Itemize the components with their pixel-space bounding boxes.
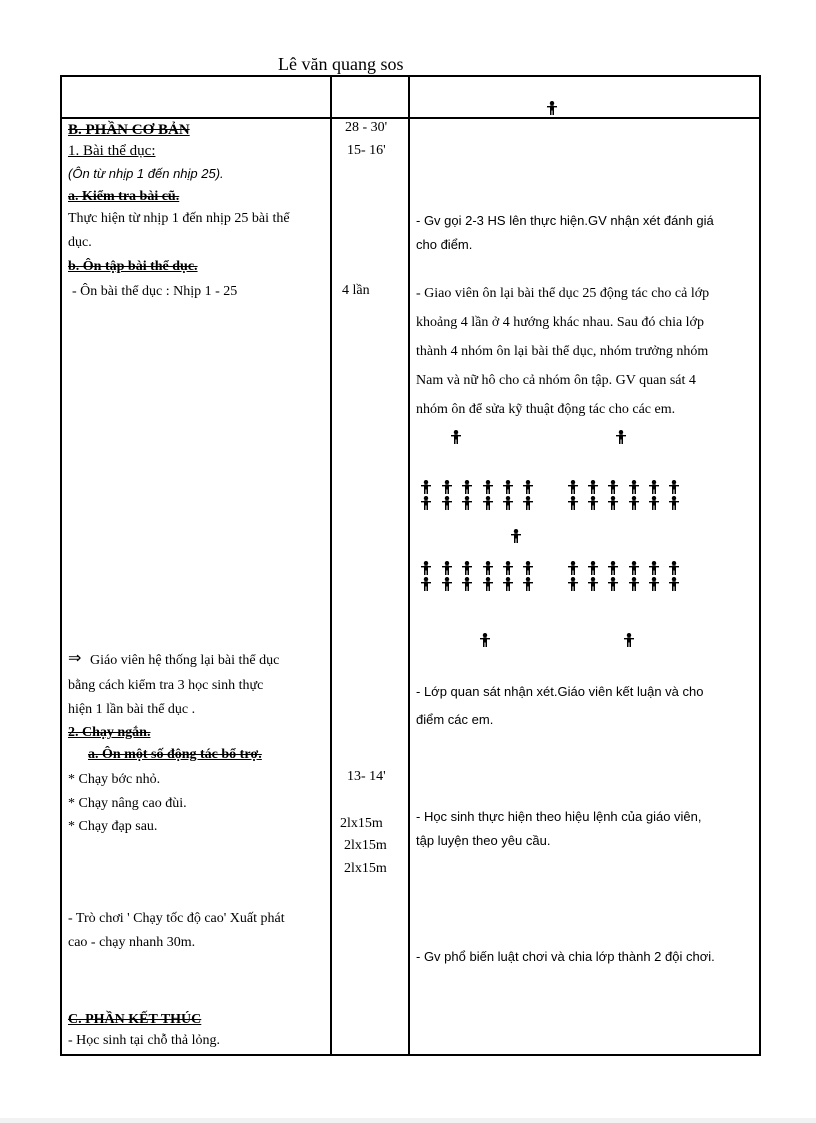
game-rules-text: - Gv phổ biến luật chơi và chia lớp thành 2 đội chơi. xyxy=(416,949,715,964)
item-b-heading: b. Ôn tập bài thể dục. xyxy=(68,259,198,274)
person-icon xyxy=(607,577,619,591)
person-icon xyxy=(420,577,432,591)
time-1: 28 - 30' xyxy=(345,120,388,135)
person-icon xyxy=(546,101,558,115)
review-text-1: Giáo viên hệ thống lại bài thể dục xyxy=(90,653,280,668)
person-icon xyxy=(648,496,660,510)
gv-text-2: cho điểm. xyxy=(416,237,473,252)
item-b-text: - Ôn bài thể dục : Nhịp 1 - 25 xyxy=(72,284,238,299)
practice-text-4: Nam và nữ hô cho cả nhóm ôn tập. GV quan sát 4 xyxy=(416,373,696,388)
person-icon xyxy=(522,561,534,575)
time-3: 4 lần xyxy=(342,283,370,298)
gv-text-1: - Gv gọi 2-3 HS lên thực hiện.GV nhận xét đánh giá xyxy=(416,213,714,228)
person-icon xyxy=(510,529,522,543)
person-icon xyxy=(567,496,579,510)
practice-text-3: thành 4 nhóm ôn lại bài thể dục, nhóm trưởng nhóm xyxy=(416,344,709,359)
person-icon xyxy=(441,561,453,575)
person-icon xyxy=(420,496,432,510)
person-icon xyxy=(522,480,534,494)
dose-3: 2lx15m xyxy=(344,861,387,876)
person-icon xyxy=(628,577,640,591)
practice-text-5: nhóm ôn để sửa kỹ thuật động tác cho các em. xyxy=(416,402,676,417)
author-header: Lê văn quang sos xyxy=(278,54,404,74)
student-text-1: - Học sinh thực hiện theo hiệu lệnh của giáo viên, xyxy=(416,809,702,824)
person-icon xyxy=(502,480,514,494)
section-b-heading: B. PHẦN CƠ BẢN xyxy=(68,122,190,138)
item1-heading: 1. Bài thể dục: xyxy=(68,143,156,159)
person-icon xyxy=(441,577,453,591)
person-icon xyxy=(567,577,579,591)
person-icon xyxy=(502,577,514,591)
person-icon xyxy=(607,561,619,575)
practice-text-1: - Giao viên ôn lại bài thể dục 25 động tác cho cả lớp xyxy=(416,286,710,301)
person-icon xyxy=(420,561,432,575)
person-icon xyxy=(668,561,680,575)
item1-note: (Ôn từ nhịp 1 đến nhịp 25). xyxy=(68,166,224,181)
page-footer-band xyxy=(0,1118,816,1123)
item2-heading: 2. Chạy ngắn. xyxy=(68,725,151,740)
person-icon xyxy=(648,561,660,575)
person-icon xyxy=(461,577,473,591)
person-icon xyxy=(482,561,494,575)
double-arrow-right-icon: ⇒ xyxy=(68,650,82,667)
game-text-2: cao - chạy nhanh 30m. xyxy=(68,935,196,950)
student-text-2: tập luyện theo yêu cầu. xyxy=(416,833,551,848)
observe-text-2: điểm các em. xyxy=(416,712,494,727)
person-icon xyxy=(668,496,680,510)
person-icon xyxy=(668,577,680,591)
person-icon xyxy=(461,561,473,575)
person-icon xyxy=(502,561,514,575)
practice-text-2: khoảng 4 lần ở 4 hướng khác nhau. Sau đó chia lớp xyxy=(416,315,704,330)
person-icon xyxy=(567,480,579,494)
person-icon xyxy=(648,480,660,494)
person-icon xyxy=(482,496,494,510)
person-icon xyxy=(628,561,640,575)
person-icon xyxy=(450,430,462,444)
person-icon xyxy=(441,480,453,494)
run-item-1: * Chạy bớc nhỏ. xyxy=(68,772,161,787)
game-text-1: - Trò chơi ' Chạy tốc độ cao' Xuất phát xyxy=(68,911,285,926)
review-text-2: bằng cách kiểm tra 3 học sinh thực xyxy=(68,678,264,693)
person-icon xyxy=(479,633,491,647)
person-icon xyxy=(587,480,599,494)
person-icon xyxy=(623,633,635,647)
section-c-text: - Học sinh tại chỗ thả lỏng. xyxy=(68,1033,221,1048)
person-icon xyxy=(441,496,453,510)
person-icon xyxy=(502,496,514,510)
time-2: 15- 16' xyxy=(347,143,386,158)
run-item-3: * Chạy đạp sau. xyxy=(68,819,158,834)
person-icon xyxy=(420,480,432,494)
person-icon xyxy=(522,496,534,510)
person-icon xyxy=(482,577,494,591)
item-a-text-2: dục. xyxy=(68,235,92,250)
time-4: 13- 14' xyxy=(347,769,386,784)
person-icon xyxy=(668,480,680,494)
item-a-text-1: Thực hiện từ nhịp 1 đến nhịp 25 bài thể xyxy=(68,211,290,226)
person-icon xyxy=(607,480,619,494)
dose-2: 2lx15m xyxy=(344,838,387,853)
person-icon xyxy=(522,577,534,591)
review-text-3: hiện 1 lần bài thể dục . xyxy=(68,702,196,717)
person-icon xyxy=(628,480,640,494)
person-icon xyxy=(567,561,579,575)
person-icon xyxy=(615,430,627,444)
dose-1: 2lx15m xyxy=(340,816,383,831)
person-icon xyxy=(461,496,473,510)
item-a-heading: a. Kiểm tra bài cũ. xyxy=(68,189,180,204)
item2a-heading: a. Ôn một số động tác bổ trợ. xyxy=(88,747,262,762)
observe-text-1: - Lớp quan sát nhận xét.Giáo viên kết luận và cho xyxy=(416,684,704,699)
person-icon xyxy=(648,577,660,591)
person-icon xyxy=(607,496,619,510)
run-item-2: * Chạy nâng cao đùi. xyxy=(68,796,187,811)
person-icon xyxy=(587,561,599,575)
person-icon xyxy=(461,480,473,494)
person-icon xyxy=(587,496,599,510)
person-icon xyxy=(482,480,494,494)
section-c-heading: C. PHẦN KẾT THÚC xyxy=(68,1012,202,1027)
person-icon xyxy=(587,577,599,591)
person-icon xyxy=(628,496,640,510)
